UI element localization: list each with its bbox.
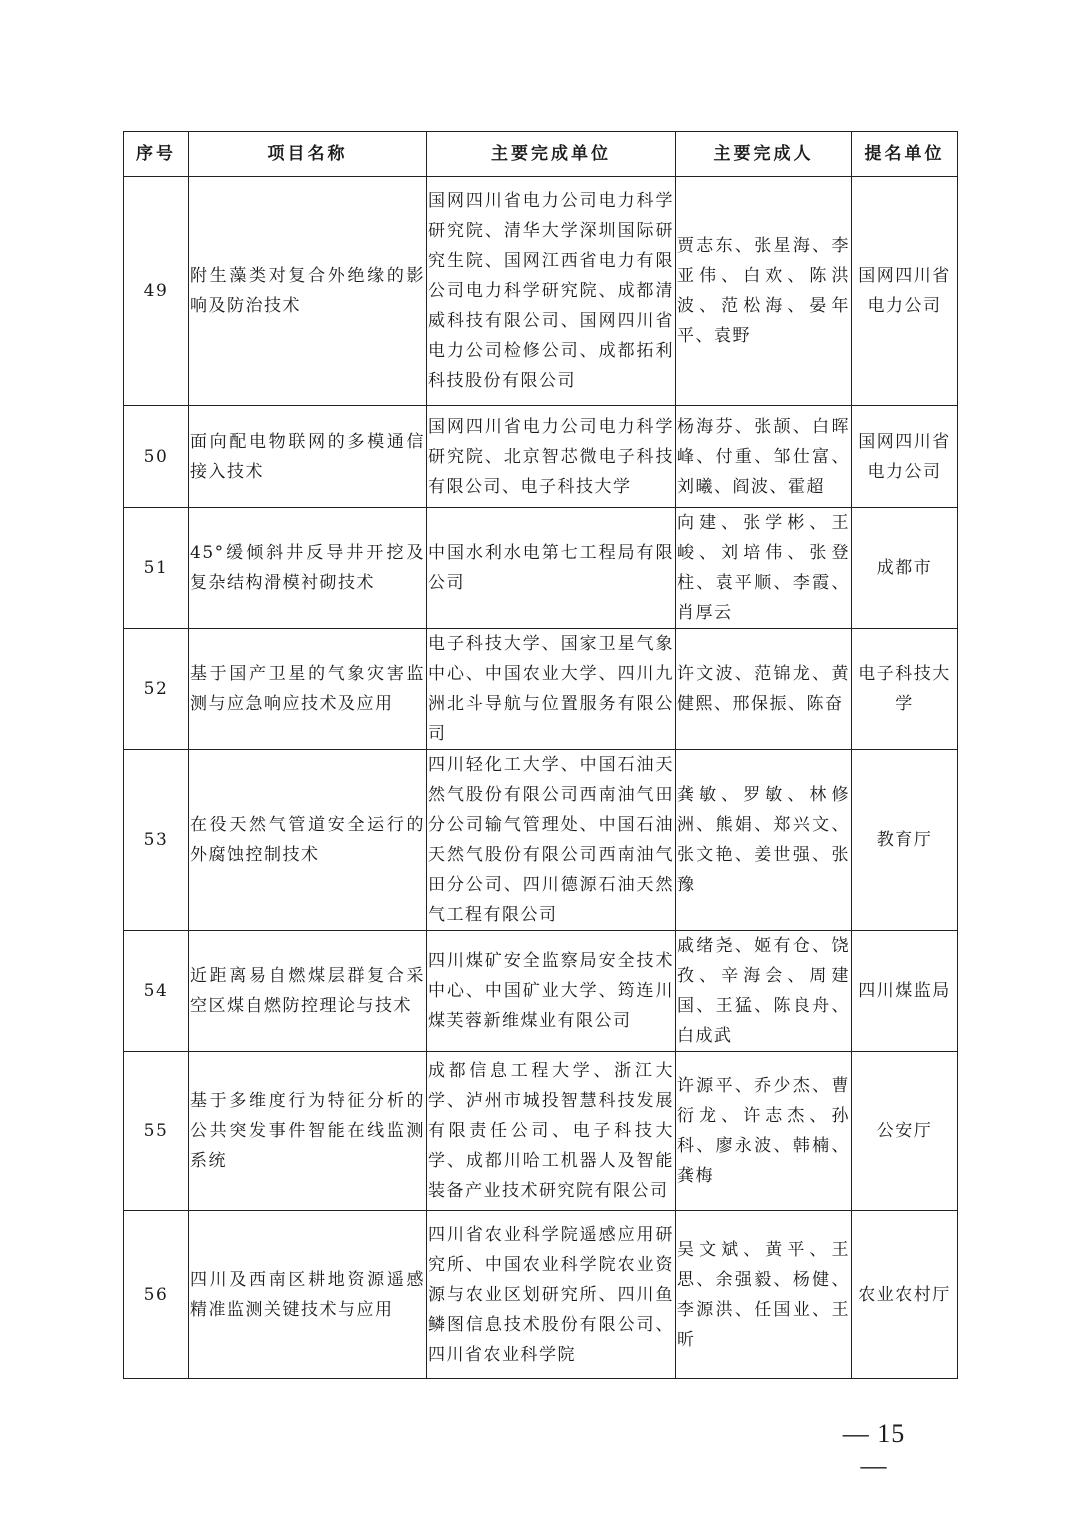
row-main-people: 戚绪尧、姬有仓、饶孜、辛海会、周建国、王猛、陈良舟、白成武 bbox=[676, 931, 852, 1052]
table-row bbox=[124, 629, 958, 750]
table-row bbox=[124, 750, 958, 931]
row-index: 54 bbox=[124, 931, 189, 1052]
table-row bbox=[124, 177, 958, 406]
row-main-units: 四川轻化工大学、中国石油天然气股份有限公司西南油气田分公司输气管理处、中国石油天然气股份有限公司西南油气田分公司、四川德源石油天然气工程有限公司 bbox=[427, 750, 676, 931]
row-main-units: 国网四川省电力公司电力科学研究院、清华大学深圳国际研究生院、国网江西省电力有限公司电力科学研究院、成都清威科技有限公司、国网四川省电力公司检修公司、成都拓利科技股份有限公司 bbox=[427, 177, 676, 406]
header-index: 序号 bbox=[124, 132, 189, 177]
row-main-units: 四川煤矿安全监察局安全技术中心、中国矿业大学、筠连川煤芙蓉新维煤业有限公司 bbox=[427, 931, 676, 1052]
row-project-name: 在役天然气管道安全运行的外腐蚀控制技术 bbox=[189, 750, 427, 931]
row-project-name: 附生藻类对复合外绝缘的影响及防治技术 bbox=[189, 177, 427, 406]
row-main-units: 国网四川省电力公司电力科学研究院、北京智芯微电子科技有限公司、电子科技大学 bbox=[427, 406, 676, 508]
row-project-name: 基于多维度行为特征分析的公共突发事件智能在线监测系统 bbox=[189, 1052, 427, 1211]
row-nominator: 农业农村厅 bbox=[852, 1211, 958, 1379]
table-row bbox=[124, 406, 958, 508]
row-index: 51 bbox=[124, 508, 189, 629]
row-main-units: 中国水利水电第七工程局有限公司 bbox=[427, 508, 676, 629]
header-nominator: 提名单位 bbox=[852, 132, 958, 177]
row-main-people: 吴文斌、黄平、王思、余强毅、杨健、李源洪、任国业、王昕 bbox=[676, 1211, 852, 1379]
row-index: 55 bbox=[124, 1052, 189, 1211]
row-main-people: 龚敏、罗敏、林修洲、熊娟、郑兴文、张文艳、姜世强、张豫 bbox=[676, 750, 852, 931]
row-main-people: 向建、张学彬、王峻、刘培伟、张登柱、袁平顺、李霞、肖厚云 bbox=[676, 508, 852, 629]
row-nominator: 成都市 bbox=[852, 508, 958, 629]
table-header-row bbox=[124, 132, 958, 177]
table-row bbox=[124, 1211, 958, 1379]
table-row bbox=[124, 508, 958, 629]
awards-table bbox=[123, 131, 958, 1379]
row-index: 50 bbox=[124, 406, 189, 508]
row-project-name: 面向配电物联网的多模通信接入技术 bbox=[189, 406, 427, 508]
row-nominator: 公安厅 bbox=[852, 1052, 958, 1211]
row-index: 56 bbox=[124, 1211, 189, 1379]
row-project-name: 近距离易自燃煤层群复合采空区煤自燃防控理论与技术 bbox=[189, 931, 427, 1052]
row-nominator: 四川煤监局 bbox=[852, 931, 958, 1052]
table-row bbox=[124, 931, 958, 1052]
row-project-name: 四川及西南区耕地资源遥感精准监测关键技术与应用 bbox=[189, 1211, 427, 1379]
table-row bbox=[124, 1052, 958, 1211]
row-project-name: 45°缓倾斜井反导井开挖及复杂结构滑模衬砌技术 bbox=[189, 508, 427, 629]
row-project-name: 基于国产卫星的气象灾害监测与应急响应技术及应用 bbox=[189, 629, 427, 750]
header-project-name: 项目名称 bbox=[189, 132, 427, 177]
row-index: 52 bbox=[124, 629, 189, 750]
row-nominator: 电子科技大学 bbox=[852, 629, 958, 750]
row-main-people: 许文波、范锦龙、黄健熙、邢保振、陈奋 bbox=[676, 629, 852, 750]
row-main-units: 四川省农业科学院遥感应用研究所、中国农业科学院农业资源与农业区划研究所、四川鱼鳞图信息技术股份有限公司、四川省农业科学院 bbox=[427, 1211, 676, 1379]
row-nominator: 国网四川省电力公司 bbox=[852, 177, 958, 406]
row-main-people: 许源平、乔少杰、曹衍龙、许志杰、孙科、廖永波、韩楠、龚梅 bbox=[676, 1052, 852, 1211]
row-main-units: 电子科技大学、国家卫星气象中心、中国农业大学、四川九洲北斗导航与位置服务有限公司 bbox=[427, 629, 676, 750]
row-nominator: 国网四川省电力公司 bbox=[852, 406, 958, 508]
header-main-units: 主要完成单位 bbox=[427, 132, 676, 177]
row-nominator: 教育厅 bbox=[852, 750, 958, 931]
page-number: — 15 — bbox=[842, 1419, 906, 1480]
header-main-people: 主要完成人 bbox=[676, 132, 852, 177]
row-main-people: 贾志东、张星海、李亚伟、白欢、陈洪波、范松海、晏年平、袁野 bbox=[676, 177, 852, 406]
row-main-units: 成都信息工程大学、浙江大学、泸州市城投智慧科技发展有限责任公司、电子科技大学、成都川哈工机器人及智能装备产业技术研究院有限公司 bbox=[427, 1052, 676, 1211]
row-index: 49 bbox=[124, 177, 189, 406]
row-main-people: 杨海芬、张颉、白晖峰、付重、邹仕富、刘曦、阎波、霍超 bbox=[676, 406, 852, 508]
row-index: 53 bbox=[124, 750, 189, 931]
